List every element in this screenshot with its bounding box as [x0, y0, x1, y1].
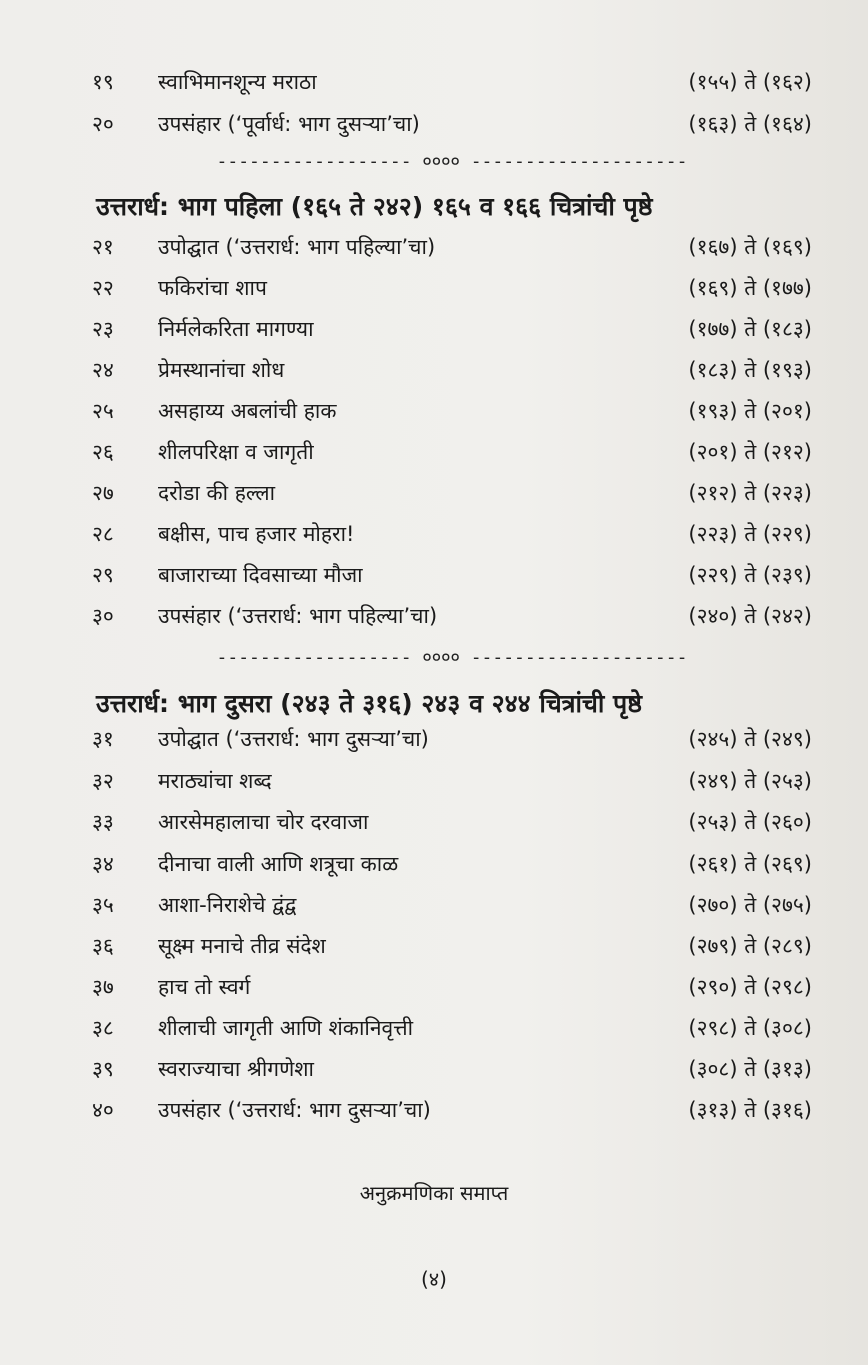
entry-title: स्वाभिमानशून्य मराठा	[158, 70, 317, 94]
toc-entry-23	[92, 309, 812, 349]
entry-title: शीलपरिक्षा व जागृती	[158, 440, 314, 464]
entry-number: २५	[92, 399, 114, 423]
entry-title: उपसंहार (‘उत्तरार्ध: भाग दुसऱ्या’चा)	[158, 1098, 431, 1122]
entry-number: २८	[92, 522, 114, 546]
entry-title: हाच तो स्वर्ग	[158, 975, 251, 999]
entry-page-range: (१७७) ते (१८३)	[688, 317, 812, 341]
entry-title: दरोडा की हल्ला	[158, 481, 276, 505]
toc-entry-29	[92, 555, 812, 595]
entry-number: ३६	[92, 934, 114, 958]
toc-entry-40	[92, 1090, 812, 1130]
entry-title: सूक्ष्म मनाचे तीव्र संदेश	[158, 934, 326, 958]
toc-entry-27	[92, 473, 812, 513]
entry-title: फकिरांचा शाप	[158, 276, 267, 300]
toc-entry-26	[92, 432, 812, 472]
entry-number: ३२	[92, 769, 114, 793]
toc-entry-24	[92, 350, 812, 390]
entry-title: स्वराज्याचा श्रीगणेशा	[158, 1057, 314, 1081]
entry-title: बक्षीस, पाच हजार मोहरा!	[158, 522, 355, 546]
entry-title: दीनाचा वाली आणि शत्रूचा काळ	[158, 852, 399, 876]
toc-entry-22	[92, 268, 812, 308]
entry-number: ३४	[92, 852, 114, 876]
toc-entry-38	[92, 1008, 812, 1048]
entry-title: आशा-निराशेचे द्वंद्व	[158, 893, 297, 917]
page-number: (४)	[420, 1267, 447, 1291]
entry-title: शीलाची जागृती आणि शंकानिवृत्ती	[158, 1016, 414, 1040]
entry-title: आरसेमहालाचा चोर दरवाजा	[158, 810, 369, 834]
toc-entry-21	[92, 227, 812, 267]
entry-number: २४	[92, 358, 114, 382]
entry-page-range: (२१२) ते (२२३)	[688, 481, 812, 505]
entry-page-range: (१६७) ते (१६९)	[688, 235, 812, 259]
entry-title: मराठ्यांचा शब्द	[158, 769, 272, 793]
entry-page-range: (२०१) ते (२१२)	[688, 440, 812, 464]
toc-entry-30	[92, 596, 812, 636]
entry-page-range: (२४०) ते (२४२)	[688, 604, 812, 628]
entry-title: उपसंहार (‘पूर्वार्ध: भाग दुसऱ्या’चा)	[158, 112, 420, 136]
entry-title: बाजाराच्या दिवसाच्या मौजा	[158, 563, 363, 587]
entry-page-range: (२९८) ते (३०८)	[688, 1016, 812, 1040]
entry-page-range: (३०८) ते (३१३)	[688, 1057, 812, 1081]
entry-page-range: (३१३) ते (३१६)	[688, 1098, 812, 1122]
entry-number: ३७	[92, 975, 114, 999]
toc-entry-33	[92, 802, 812, 842]
toc-entry-39	[92, 1049, 812, 1089]
entry-title: प्रेमस्थानांचा शोध	[158, 358, 285, 382]
section-heading-part-2: उत्तरार्ध: भाग दुसरा (२४३ ते ३१६) २४३ व २४४ चित्रांची पृष्ठे	[96, 689, 642, 718]
entry-number: ३९	[92, 1057, 114, 1081]
entry-number: ३०	[92, 604, 114, 628]
entry-title: असहाय्य अबलांची हाक	[158, 399, 337, 423]
entry-number: २७	[92, 481, 114, 505]
entry-number: २३	[92, 317, 114, 341]
entry-page-range: (१९३) ते (२०१)	[688, 399, 812, 423]
entry-title: निर्मलेकरिता मागण्या	[158, 317, 314, 341]
toc-entry-19	[92, 62, 812, 102]
entry-page-range: (२४५) ते (२४९)	[688, 727, 812, 751]
entry-page-range: (२५३) ते (२६०)	[688, 810, 812, 834]
entry-title: उपसंहार (‘उत्तरार्ध: भाग पहिल्या’चा)	[158, 604, 438, 628]
toc-entry-32	[92, 761, 812, 801]
entry-page-range: (२२९) ते (२३९)	[688, 563, 812, 587]
entry-title: उपोद्घात (‘उत्तरार्ध: भाग पहिल्या’चा)	[158, 235, 436, 259]
entry-number: २२	[92, 276, 114, 300]
entry-page-range: (१६३) ते (१६४)	[688, 112, 812, 136]
toc-entry-25	[92, 391, 812, 431]
section-heading-part-1: उत्तरार्ध: भाग पहिला (१६५ ते २४२) १६५ व १६६ चित्रांची पृष्ठे	[96, 192, 653, 221]
toc-entry-31	[92, 719, 812, 759]
section-separator: ------------------ ०००० --------------------	[216, 647, 688, 668]
entry-page-range: (१६९) ते (१७७)	[688, 276, 812, 300]
entry-page-range: (२२३) ते (२२९)	[688, 522, 812, 546]
entry-page-range: (२४९) ते (२५३)	[688, 769, 812, 793]
entry-page-range: (२६१) ते (२६९)	[688, 852, 812, 876]
entry-page-range: (२७०) ते (२७५)	[688, 893, 812, 917]
toc-entry-35	[92, 885, 812, 925]
entry-number: २६	[92, 440, 114, 464]
entry-title: उपोद्घात (‘उत्तरार्ध: भाग दुसऱ्या’चा)	[158, 727, 429, 751]
toc-entry-37	[92, 967, 812, 1007]
entry-number: ३५	[92, 893, 114, 917]
entry-page-range: (१५५) ते (१६२)	[688, 70, 812, 94]
entry-number: ३८	[92, 1016, 114, 1040]
entry-page-range: (२७९) ते (२८९)	[688, 934, 812, 958]
entry-page-range: (१८३) ते (१९३)	[688, 358, 812, 382]
entry-number: २०	[92, 112, 114, 136]
section-separator: ------------------ ०००० --------------------	[216, 151, 688, 172]
entry-number: ३१	[92, 727, 114, 751]
entry-page-range: (२९०) ते (२९८)	[688, 975, 812, 999]
toc-entry-28	[92, 514, 812, 554]
toc-entry-36	[92, 926, 812, 966]
entry-number: २१	[92, 235, 114, 259]
toc-entry-34	[92, 844, 812, 884]
entry-number: ३३	[92, 810, 114, 834]
entry-number: २९	[92, 563, 114, 587]
entry-number: १९	[92, 70, 114, 94]
index-end-note: अनुक्रमणिका समाप्त	[359, 1181, 509, 1205]
entry-number: ४०	[92, 1098, 114, 1122]
toc-entry-20	[92, 104, 812, 144]
